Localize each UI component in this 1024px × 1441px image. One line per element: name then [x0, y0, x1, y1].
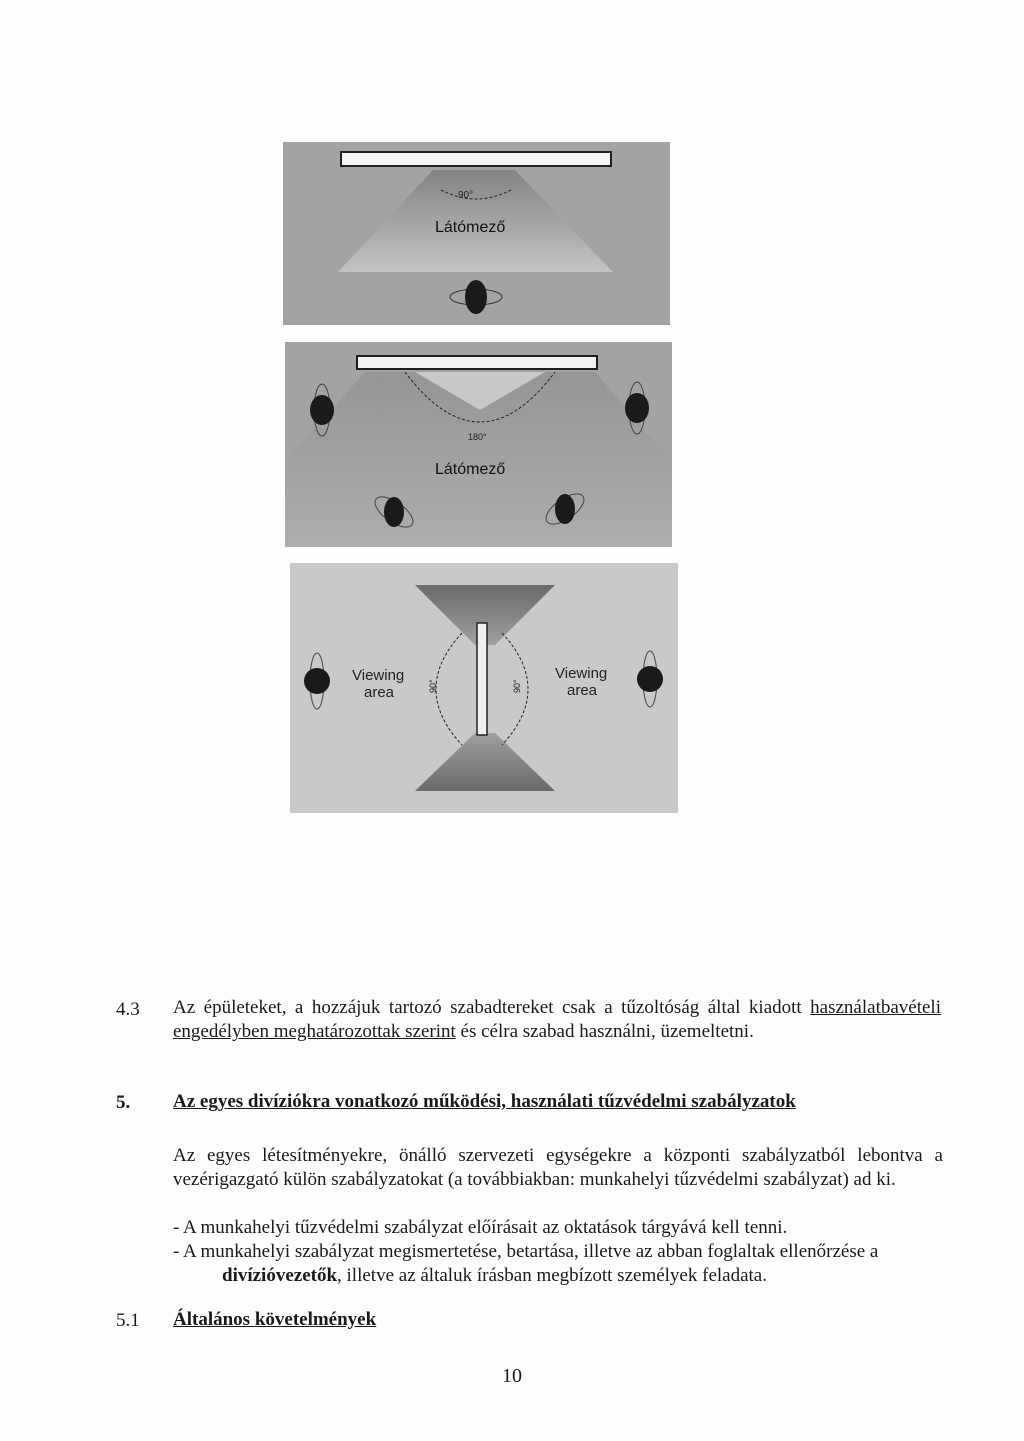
- figure-3-right-angle: 90°: [512, 679, 522, 693]
- figure-1-angle: 90°: [458, 190, 474, 201]
- figure-3-left-label-line2: area: [364, 684, 395, 701]
- figure-3-left-angle: 90°: [428, 679, 438, 693]
- section-4-3-text: [173, 996, 941, 1044]
- page-number: 10: [502, 1365, 522, 1387]
- viewer-icon: [555, 494, 575, 524]
- figure-1-label: Látómező: [435, 219, 506, 236]
- section-5-bullet-2-rest: , illetve az általuk írásban megbízott személyek feladata.: [337, 1265, 767, 1286]
- section-4-3-text-part1: Az épületeket, a hozzájuk tartozó szabadtereket csak a tűzoltóság által kiadott: [173, 997, 811, 1018]
- section-5-number: 5.: [116, 1092, 131, 1113]
- section-4-3-number: 4.3: [116, 999, 140, 1020]
- section-5-paragraph: Az egyes létesítményekre, önálló szervezeti egységekre a központi szabályzatból lebontva a vezérigazgató külön szabályzatokat (a továbbiakban: munkahelyi tűzvédelmi szabályzat) ad ki.: [173, 1145, 943, 1190]
- section-5-bullet-2: [173, 1240, 953, 1288]
- viewer-icon: [625, 393, 649, 423]
- section-5-bullet-1: - A munkahelyi tűzvédelmi szabályzat előírásait az oktatások tárgyává kell tenni.: [173, 1217, 788, 1238]
- viewer-icon: [310, 395, 334, 425]
- section-5-bullet-2-line1: - A munkahelyi szabályzat megismertetése, betartása, illetve az abban foglaltak ellenőrzése a: [173, 1241, 879, 1262]
- figure-2-label: Látómező: [435, 461, 506, 478]
- figure-3-left-label-line1: Viewing: [352, 667, 405, 684]
- figure-90-degree-view: [283, 142, 670, 325]
- section-5-1-number: 5.1: [116, 1310, 140, 1331]
- figure-3-right-label-line1: Viewing: [555, 665, 608, 682]
- section-4-3-text-part2: és célra szabad használni, üzemeltetni.: [455, 1021, 754, 1042]
- figure-viewing-area: [290, 563, 678, 813]
- figure-3-right-label-line2: area: [567, 682, 598, 699]
- section-4-3-text-underlined: használatbavételi engedélyben meghatározottak szerint: [173, 997, 941, 1042]
- viewer-icon: [637, 666, 663, 692]
- viewer-icon: [384, 497, 404, 527]
- section-5-bullet-2-bold: divízióvezetők: [222, 1265, 338, 1286]
- viewer-icon: [465, 280, 487, 314]
- section-5-heading: Az egyes divíziókra vonatkozó működési, használati tűzvédelmi szabályzatok: [173, 1091, 796, 1112]
- figure-2-angle: 180°: [468, 432, 487, 442]
- viewer-icon: [304, 668, 330, 694]
- section-5-1-heading: Általános követelmények: [173, 1309, 377, 1330]
- figure-180-degree-view: [285, 342, 672, 547]
